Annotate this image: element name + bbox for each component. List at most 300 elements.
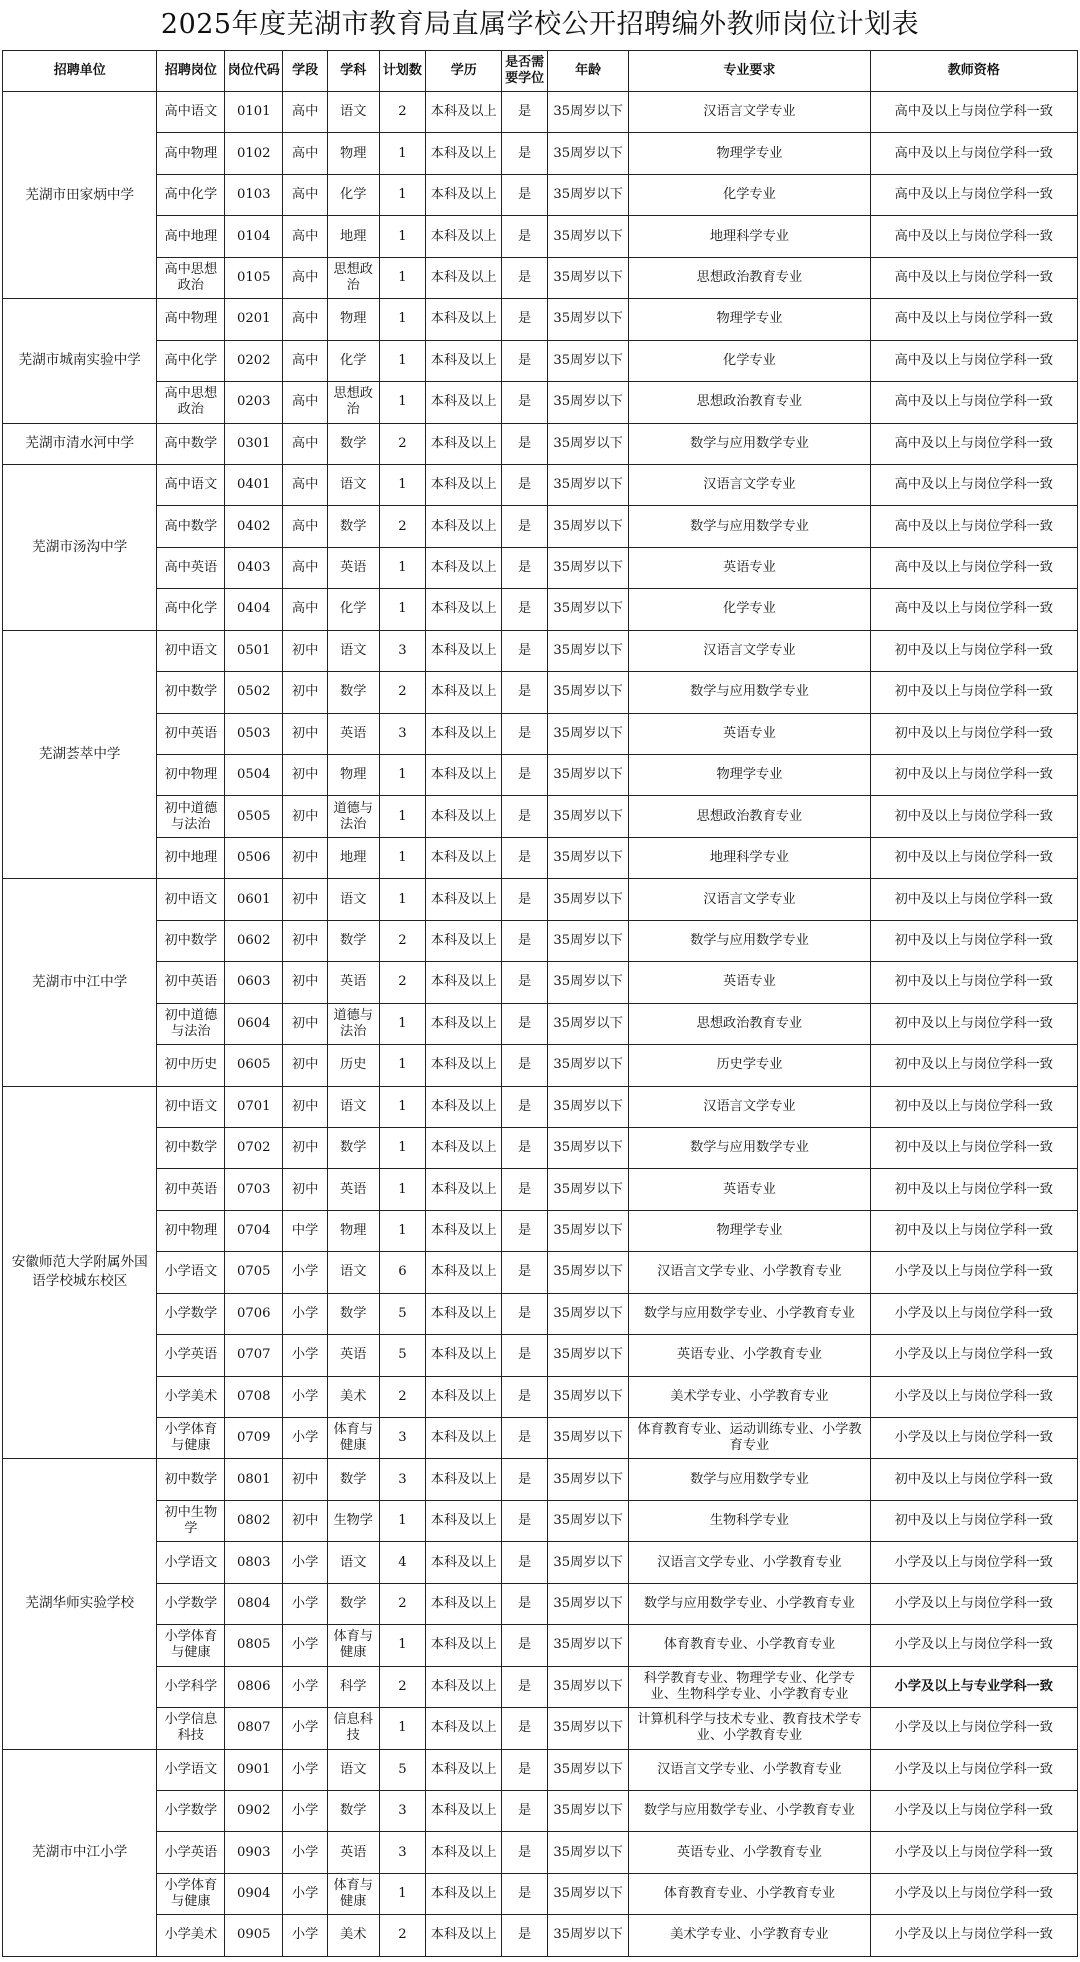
degree-required-cell: 是 xyxy=(502,299,547,340)
education-cell: 本科及以上 xyxy=(426,1418,502,1459)
stage-cell: 高中 xyxy=(283,547,327,588)
teacher-qualification-cell: 高中及以上与岗位学科一致 xyxy=(870,92,1077,133)
age-cell: 35周岁以下 xyxy=(547,1293,628,1334)
plan-count-cell: 2 xyxy=(379,1915,426,1956)
teacher-qualification-cell: 初中及以上与岗位学科一致 xyxy=(870,879,1077,920)
post-code-cell: 0805 xyxy=(225,1625,283,1666)
subject-cell: 物理 xyxy=(327,133,379,174)
subject-cell: 英语 xyxy=(327,1169,379,1210)
post-cell: 初中数学 xyxy=(157,1127,225,1168)
post-cell: 初中数学 xyxy=(157,1459,225,1500)
post-cell: 初中生物学 xyxy=(157,1500,225,1541)
post-code-cell: 0202 xyxy=(225,340,283,381)
teacher-qualification-cell: 小学及以上与岗位学科一致 xyxy=(870,1625,1077,1666)
stage-cell: 小学 xyxy=(283,1666,327,1707)
plan-count-cell: 1 xyxy=(379,837,426,878)
post-code-cell: 0807 xyxy=(225,1708,283,1749)
major-requirement-cell: 数学与应用数学专业 xyxy=(629,920,870,961)
post-code-cell: 0604 xyxy=(225,1003,283,1044)
post-code-cell: 0707 xyxy=(225,1335,283,1376)
table-row xyxy=(3,1790,1078,1831)
degree-required-cell: 是 xyxy=(502,837,547,878)
post-cell: 小学信息科技 xyxy=(157,1708,225,1749)
education-cell: 本科及以上 xyxy=(426,133,502,174)
header-cell: 是否需要学位 xyxy=(502,51,547,92)
teacher-qualification-cell: 高中及以上与岗位学科一致 xyxy=(870,299,1077,340)
plan-count-cell: 1 xyxy=(379,216,426,257)
age-cell: 35周岁以下 xyxy=(547,1376,628,1417)
age-cell: 35周岁以下 xyxy=(547,340,628,381)
degree-required-cell: 是 xyxy=(502,1832,547,1873)
table-row xyxy=(3,257,1078,298)
degree-required-cell: 是 xyxy=(502,257,547,298)
table-row xyxy=(3,174,1078,215)
post-cell: 高中语文 xyxy=(157,464,225,505)
age-cell: 35周岁以下 xyxy=(547,506,628,547)
age-cell: 35周岁以下 xyxy=(547,1086,628,1127)
age-cell: 35周岁以下 xyxy=(547,1832,628,1873)
post-cell: 初中英语 xyxy=(157,962,225,1003)
subject-cell: 道德与法治 xyxy=(327,796,379,837)
age-cell: 35周岁以下 xyxy=(547,1418,628,1459)
post-code-cell: 0501 xyxy=(225,630,283,671)
plan-count-cell: 2 xyxy=(379,920,426,961)
education-cell: 本科及以上 xyxy=(426,1210,502,1251)
degree-required-cell: 是 xyxy=(502,630,547,671)
post-cell: 高中地理 xyxy=(157,216,225,257)
subject-cell: 语文 xyxy=(327,1542,379,1583)
header-row xyxy=(3,51,1078,92)
teacher-qualification-cell: 初中及以上与岗位学科一致 xyxy=(870,713,1077,754)
age-cell: 35周岁以下 xyxy=(547,1790,628,1831)
header-cell: 招聘单位 xyxy=(3,51,157,92)
table-row xyxy=(3,547,1078,588)
post-code-cell: 0203 xyxy=(225,382,283,423)
stage-cell: 高中 xyxy=(283,464,327,505)
table-row xyxy=(3,464,1078,505)
table-row xyxy=(3,1169,1078,1210)
post-code-cell: 0402 xyxy=(225,506,283,547)
plan-count-cell: 1 xyxy=(379,1625,426,1666)
plan-count-cell: 2 xyxy=(379,1666,426,1707)
table-row xyxy=(3,1293,1078,1334)
header-cell: 岗位代码 xyxy=(225,51,283,92)
plan-count-cell: 1 xyxy=(379,1210,426,1251)
unit-cell: 芜湖华师实验学校 xyxy=(3,1459,157,1749)
degree-required-cell: 是 xyxy=(502,1625,547,1666)
post-cell: 小学数学 xyxy=(157,1583,225,1624)
stage-cell: 初中 xyxy=(283,796,327,837)
teacher-qualification-cell: 小学及以上与专业学科一致 xyxy=(870,1666,1077,1707)
age-cell: 35周岁以下 xyxy=(547,630,628,671)
age-cell: 35周岁以下 xyxy=(547,796,628,837)
plan-count-cell: 2 xyxy=(379,1583,426,1624)
post-cell: 高中物理 xyxy=(157,299,225,340)
post-code-cell: 0605 xyxy=(225,1045,283,1086)
unit-cell: 芜湖市田家炳中学 xyxy=(3,92,157,299)
table-row xyxy=(3,1915,1078,1956)
teacher-qualification-cell: 初中及以上与岗位学科一致 xyxy=(870,1500,1077,1541)
age-cell: 35周岁以下 xyxy=(547,755,628,796)
post-code-cell: 0905 xyxy=(225,1915,283,1956)
post-code-cell: 0701 xyxy=(225,1086,283,1127)
post-code-cell: 0104 xyxy=(225,216,283,257)
education-cell: 本科及以上 xyxy=(426,1500,502,1541)
subject-cell: 语文 xyxy=(327,1749,379,1790)
table-row xyxy=(3,1045,1078,1086)
teacher-qualification-cell: 小学及以上与岗位学科一致 xyxy=(870,1790,1077,1831)
post-code-cell: 0709 xyxy=(225,1418,283,1459)
teacher-qualification-cell: 初中及以上与岗位学科一致 xyxy=(870,1003,1077,1044)
plan-count-cell: 1 xyxy=(379,1708,426,1749)
subject-cell: 信息科技 xyxy=(327,1708,379,1749)
degree-required-cell: 是 xyxy=(502,1252,547,1293)
plan-count-cell: 1 xyxy=(379,879,426,920)
education-cell: 本科及以上 xyxy=(426,216,502,257)
degree-required-cell: 是 xyxy=(502,920,547,961)
post-cell: 高中化学 xyxy=(157,340,225,381)
age-cell: 35周岁以下 xyxy=(547,216,628,257)
teacher-qualification-cell: 初中及以上与岗位学科一致 xyxy=(870,1169,1077,1210)
stage-cell: 初中 xyxy=(283,1459,327,1500)
teacher-qualification-cell: 高中及以上与岗位学科一致 xyxy=(870,506,1077,547)
post-cell: 初中物理 xyxy=(157,1210,225,1251)
post-code-cell: 0103 xyxy=(225,174,283,215)
teacher-qualification-cell: 初中及以上与岗位学科一致 xyxy=(870,920,1077,961)
education-cell: 本科及以上 xyxy=(426,299,502,340)
post-code-cell: 0603 xyxy=(225,962,283,1003)
teacher-qualification-cell: 高中及以上与岗位学科一致 xyxy=(870,340,1077,381)
degree-required-cell: 是 xyxy=(502,1873,547,1914)
post-cell: 高中英语 xyxy=(157,547,225,588)
post-code-cell: 0101 xyxy=(225,92,283,133)
teacher-qualification-cell: 初中及以上与岗位学科一致 xyxy=(870,755,1077,796)
stage-cell: 初中 xyxy=(283,755,327,796)
post-code-cell: 0902 xyxy=(225,1790,283,1831)
teacher-qualification-cell: 初中及以上与岗位学科一致 xyxy=(870,837,1077,878)
post-code-cell: 0704 xyxy=(225,1210,283,1251)
age-cell: 35周岁以下 xyxy=(547,1003,628,1044)
education-cell: 本科及以上 xyxy=(426,1625,502,1666)
education-cell: 本科及以上 xyxy=(426,1790,502,1831)
post-code-cell: 0806 xyxy=(225,1666,283,1707)
post-cell: 高中语文 xyxy=(157,92,225,133)
table-row xyxy=(3,423,1078,464)
major-requirement-cell: 数学与应用数学专业 xyxy=(629,423,870,464)
post-cell: 高中数学 xyxy=(157,423,225,464)
teacher-qualification-cell: 初中及以上与岗位学科一致 xyxy=(870,630,1077,671)
post-cell: 初中道德与法治 xyxy=(157,796,225,837)
table-row xyxy=(3,1832,1078,1873)
stage-cell: 高中 xyxy=(283,92,327,133)
plan-count-cell: 2 xyxy=(379,962,426,1003)
teacher-qualification-cell: 小学及以上与岗位学科一致 xyxy=(870,1749,1077,1790)
degree-required-cell: 是 xyxy=(502,506,547,547)
post-cell: 小学语文 xyxy=(157,1252,225,1293)
post-code-cell: 0705 xyxy=(225,1252,283,1293)
education-cell: 本科及以上 xyxy=(426,340,502,381)
stage-cell: 小学 xyxy=(283,1542,327,1583)
degree-required-cell: 是 xyxy=(502,382,547,423)
education-cell: 本科及以上 xyxy=(426,464,502,505)
teacher-qualification-cell: 小学及以上与岗位学科一致 xyxy=(870,1708,1077,1749)
age-cell: 35周岁以下 xyxy=(547,1583,628,1624)
major-requirement-cell: 地理科学专业 xyxy=(629,837,870,878)
post-cell: 初中数学 xyxy=(157,672,225,713)
major-requirement-cell: 美术学专业、小学教育专业 xyxy=(629,1915,870,1956)
post-cell: 初中历史 xyxy=(157,1045,225,1086)
stage-cell: 高中 xyxy=(283,257,327,298)
age-cell: 35周岁以下 xyxy=(547,589,628,630)
subject-cell: 数学 xyxy=(327,1127,379,1168)
stage-cell: 初中 xyxy=(283,1500,327,1541)
table-row xyxy=(3,506,1078,547)
teacher-qualification-cell: 小学及以上与岗位学科一致 xyxy=(870,1418,1077,1459)
table-row xyxy=(3,1500,1078,1541)
table-row xyxy=(3,1708,1078,1749)
major-requirement-cell: 美术学专业、小学教育专业 xyxy=(629,1376,870,1417)
teacher-qualification-cell: 高中及以上与岗位学科一致 xyxy=(870,257,1077,298)
education-cell: 本科及以上 xyxy=(426,1583,502,1624)
subject-cell: 数学 xyxy=(327,1790,379,1831)
teacher-qualification-cell: 初中及以上与岗位学科一致 xyxy=(870,1127,1077,1168)
degree-required-cell: 是 xyxy=(502,1127,547,1168)
table-row xyxy=(3,340,1078,381)
plan-count-cell: 2 xyxy=(379,1376,426,1417)
major-requirement-cell: 英语专业 xyxy=(629,962,870,1003)
subject-cell: 数学 xyxy=(327,1459,379,1500)
post-cell: 小学英语 xyxy=(157,1832,225,1873)
unit-cell: 芜湖市中江中学 xyxy=(3,879,157,1086)
age-cell: 35周岁以下 xyxy=(547,1708,628,1749)
teacher-qualification-cell: 初中及以上与岗位学科一致 xyxy=(870,1045,1077,1086)
subject-cell: 思想政治 xyxy=(327,382,379,423)
degree-required-cell: 是 xyxy=(502,1749,547,1790)
stage-cell: 初中 xyxy=(283,1169,327,1210)
stage-cell: 小学 xyxy=(283,1790,327,1831)
age-cell: 35周岁以下 xyxy=(547,1625,628,1666)
post-cell: 小学语文 xyxy=(157,1542,225,1583)
teacher-qualification-cell: 小学及以上与岗位学科一致 xyxy=(870,1542,1077,1583)
age-cell: 35周岁以下 xyxy=(547,1500,628,1541)
plan-count-cell: 1 xyxy=(379,1003,426,1044)
post-code-cell: 0505 xyxy=(225,796,283,837)
plan-count-cell: 3 xyxy=(379,630,426,671)
major-requirement-cell: 思想政治教育专业 xyxy=(629,382,870,423)
header-cell: 学段 xyxy=(283,51,327,92)
plan-count-cell: 5 xyxy=(379,1749,426,1790)
teacher-qualification-cell: 高中及以上与岗位学科一致 xyxy=(870,216,1077,257)
degree-required-cell: 是 xyxy=(502,589,547,630)
age-cell: 35周岁以下 xyxy=(547,1210,628,1251)
major-requirement-cell: 化学专业 xyxy=(629,174,870,215)
table-row xyxy=(3,672,1078,713)
major-requirement-cell: 物理学专业 xyxy=(629,299,870,340)
plan-count-cell: 3 xyxy=(379,1418,426,1459)
subject-cell: 数学 xyxy=(327,423,379,464)
subject-cell: 物理 xyxy=(327,755,379,796)
post-code-cell: 0506 xyxy=(225,837,283,878)
major-requirement-cell: 数学与应用数学专业、小学教育专业 xyxy=(629,1293,870,1334)
major-requirement-cell: 数学与应用数学专业、小学教育专业 xyxy=(629,1790,870,1831)
age-cell: 35周岁以下 xyxy=(547,713,628,754)
subject-cell: 体育与健康 xyxy=(327,1873,379,1914)
post-cell: 高中化学 xyxy=(157,589,225,630)
subject-cell: 数学 xyxy=(327,920,379,961)
major-requirement-cell: 思想政治教育专业 xyxy=(629,257,870,298)
plan-count-cell: 1 xyxy=(379,299,426,340)
post-code-cell: 0201 xyxy=(225,299,283,340)
plan-count-cell: 1 xyxy=(379,1169,426,1210)
table-row xyxy=(3,796,1078,837)
post-code-cell: 0708 xyxy=(225,1376,283,1417)
header-cell: 学历 xyxy=(426,51,502,92)
major-requirement-cell: 汉语言文学专业 xyxy=(629,630,870,671)
stage-cell: 小学 xyxy=(283,1832,327,1873)
major-requirement-cell: 地理科学专业 xyxy=(629,216,870,257)
post-code-cell: 0602 xyxy=(225,920,283,961)
stage-cell: 初中 xyxy=(283,1003,327,1044)
degree-required-cell: 是 xyxy=(502,1708,547,1749)
post-code-cell: 0401 xyxy=(225,464,283,505)
table-row xyxy=(3,92,1078,133)
post-code-cell: 0503 xyxy=(225,713,283,754)
teacher-qualification-cell: 初中及以上与岗位学科一致 xyxy=(870,1459,1077,1500)
post-cell: 小学英语 xyxy=(157,1335,225,1376)
table-row xyxy=(3,1086,1078,1127)
post-code-cell: 0803 xyxy=(225,1542,283,1583)
education-cell: 本科及以上 xyxy=(426,1666,502,1707)
post-cell: 初中语文 xyxy=(157,1086,225,1127)
degree-required-cell: 是 xyxy=(502,464,547,505)
post-code-cell: 0901 xyxy=(225,1749,283,1790)
table-row xyxy=(3,962,1078,1003)
degree-required-cell: 是 xyxy=(502,962,547,1003)
degree-required-cell: 是 xyxy=(502,796,547,837)
table-row xyxy=(3,1583,1078,1624)
table-row xyxy=(3,1003,1078,1044)
post-code-cell: 0801 xyxy=(225,1459,283,1500)
table-row xyxy=(3,1749,1078,1790)
post-cell: 小学数学 xyxy=(157,1790,225,1831)
stage-cell: 初中 xyxy=(283,837,327,878)
major-requirement-cell: 汉语言文学专业、小学教育专业 xyxy=(629,1749,870,1790)
education-cell: 本科及以上 xyxy=(426,1293,502,1334)
age-cell: 35周岁以下 xyxy=(547,1749,628,1790)
education-cell: 本科及以上 xyxy=(426,630,502,671)
stage-cell: 高中 xyxy=(283,382,327,423)
education-cell: 本科及以上 xyxy=(426,1169,502,1210)
teacher-qualification-cell: 初中及以上与岗位学科一致 xyxy=(870,962,1077,1003)
education-cell: 本科及以上 xyxy=(426,879,502,920)
plan-count-cell: 1 xyxy=(379,1873,426,1914)
subject-cell: 数学 xyxy=(327,1293,379,1334)
post-cell: 初中地理 xyxy=(157,837,225,878)
plan-count-cell: 3 xyxy=(379,1790,426,1831)
plan-count-cell: 1 xyxy=(379,257,426,298)
stage-cell: 高中 xyxy=(283,340,327,381)
table-row xyxy=(3,713,1078,754)
education-cell: 本科及以上 xyxy=(426,1003,502,1044)
stage-cell: 高中 xyxy=(283,506,327,547)
degree-required-cell: 是 xyxy=(502,1045,547,1086)
subject-cell: 英语 xyxy=(327,547,379,588)
subject-cell: 体育与健康 xyxy=(327,1625,379,1666)
table-row xyxy=(3,879,1078,920)
plan-count-cell: 1 xyxy=(379,464,426,505)
age-cell: 35周岁以下 xyxy=(547,257,628,298)
table-row xyxy=(3,1210,1078,1251)
age-cell: 35周岁以下 xyxy=(547,1335,628,1376)
stage-cell: 小学 xyxy=(283,1583,327,1624)
education-cell: 本科及以上 xyxy=(426,92,502,133)
major-requirement-cell: 汉语言文学专业 xyxy=(629,464,870,505)
major-requirement-cell: 汉语言文学专业、小学教育专业 xyxy=(629,1252,870,1293)
degree-required-cell: 是 xyxy=(502,92,547,133)
table-row xyxy=(3,920,1078,961)
stage-cell: 小学 xyxy=(283,1252,327,1293)
stage-cell: 初中 xyxy=(283,1127,327,1168)
degree-required-cell: 是 xyxy=(502,1210,547,1251)
plan-count-cell: 1 xyxy=(379,755,426,796)
stage-cell: 高中 xyxy=(283,589,327,630)
age-cell: 35周岁以下 xyxy=(547,1873,628,1914)
education-cell: 本科及以上 xyxy=(426,506,502,547)
teacher-qualification-cell: 小学及以上与岗位学科一致 xyxy=(870,1915,1077,1956)
table-row xyxy=(3,1418,1078,1459)
major-requirement-cell: 生物科学专业 xyxy=(629,1500,870,1541)
stage-cell: 小学 xyxy=(283,1915,327,1956)
major-requirement-cell: 体育教育专业、小学教育专业 xyxy=(629,1625,870,1666)
education-cell: 本科及以上 xyxy=(426,257,502,298)
plan-count-cell: 3 xyxy=(379,1832,426,1873)
education-cell: 本科及以上 xyxy=(426,589,502,630)
education-cell: 本科及以上 xyxy=(426,920,502,961)
major-requirement-cell: 英语专业 xyxy=(629,713,870,754)
subject-cell: 美术 xyxy=(327,1376,379,1417)
degree-required-cell: 是 xyxy=(502,1500,547,1541)
degree-required-cell: 是 xyxy=(502,672,547,713)
table-row xyxy=(3,1542,1078,1583)
degree-required-cell: 是 xyxy=(502,547,547,588)
page-title: 2025年度芜湖市教育局直属学校公开招聘编外教师岗位计划表 xyxy=(160,9,920,40)
subject-cell: 语文 xyxy=(327,464,379,505)
plan-count-cell: 3 xyxy=(379,1459,426,1500)
header-cell: 专业要求 xyxy=(629,51,870,92)
post-cell: 初中道德与法治 xyxy=(157,1003,225,1044)
post-code-cell: 0404 xyxy=(225,589,283,630)
plan-count-cell: 1 xyxy=(379,796,426,837)
degree-required-cell: 是 xyxy=(502,1376,547,1417)
stage-cell: 初中 xyxy=(283,630,327,671)
major-requirement-cell: 物理学专业 xyxy=(629,1210,870,1251)
education-cell: 本科及以上 xyxy=(426,1459,502,1500)
table-row xyxy=(3,1376,1078,1417)
age-cell: 35周岁以下 xyxy=(547,1666,628,1707)
degree-required-cell: 是 xyxy=(502,879,547,920)
post-code-cell: 0703 xyxy=(225,1169,283,1210)
plan-count-cell: 5 xyxy=(379,1335,426,1376)
subject-cell: 体育与健康 xyxy=(327,1418,379,1459)
education-cell: 本科及以上 xyxy=(426,1749,502,1790)
age-cell: 35周岁以下 xyxy=(547,1542,628,1583)
stage-cell: 中学 xyxy=(283,1210,327,1251)
education-cell: 本科及以上 xyxy=(426,547,502,588)
post-cell: 小学体育与健康 xyxy=(157,1873,225,1914)
plan-count-cell: 2 xyxy=(379,672,426,713)
table-row xyxy=(3,1459,1078,1500)
post-code-cell: 0601 xyxy=(225,879,283,920)
